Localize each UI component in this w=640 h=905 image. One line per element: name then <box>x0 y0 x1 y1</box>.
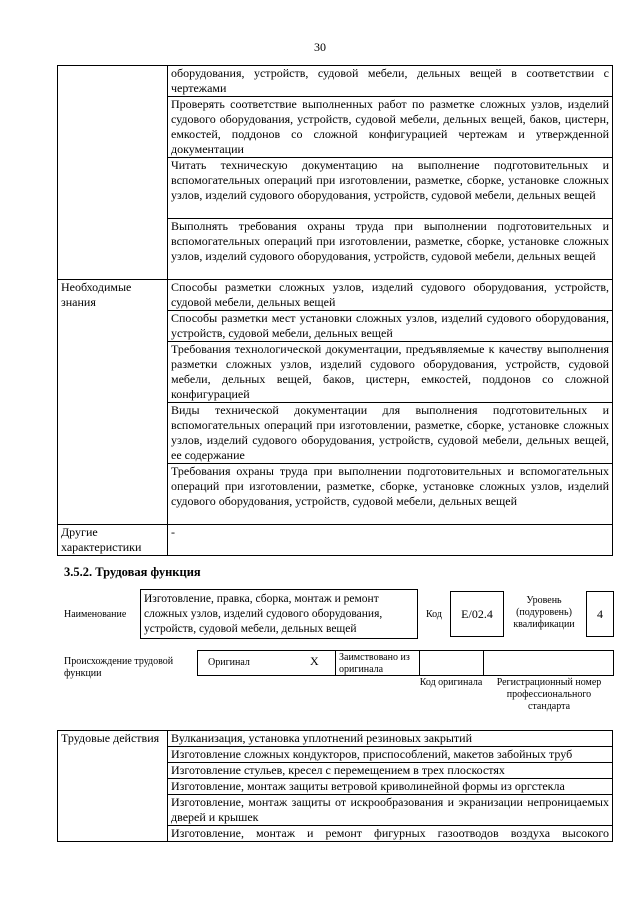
code-original-box <box>419 650 485 676</box>
page-number: 30 <box>314 40 326 54</box>
row-label: Необходимые знания <box>58 280 168 525</box>
table-cell: Читать техническую документацию на выполнение подготовительных и вспомогательных операций при изготовлении, разметке, сборке, установке сложных узлов, изделий судового оборудования, устройств, судовой мебели, дельных вещей <box>168 158 613 219</box>
function-code: E/02.4 <box>461 607 493 621</box>
table-row <box>58 731 613 747</box>
code-label: Код <box>426 609 442 620</box>
original-label: Оригинал <box>208 657 250 668</box>
reg-number-label: Регистрационный номер профессионального стандарта <box>496 677 602 712</box>
table-cell: Требования охраны труда при выполнении подготовительных и вспомогательных операций при изготовлении, разметке, сборке, установке сложных узлов, изделий судового оборудования, устройств, судовой мебели, дельных вещей <box>168 464 613 525</box>
table-cell: оборудования, устройств, судовой мебели, дельных вещей в соответствии с чертежами <box>168 66 613 97</box>
function-name-box <box>140 589 418 639</box>
table-cell: Изготовление, монтаж и ремонт фигурных газоотводов воздуха высокого <box>168 826 613 842</box>
original-box <box>197 650 337 676</box>
table-cell: Вулканизация, установка уплотнений резиновых закрытий <box>168 731 613 747</box>
code-box <box>450 591 504 637</box>
row-label <box>58 66 168 280</box>
code-original-label: Код оригинала <box>419 677 483 688</box>
table-row <box>58 525 613 556</box>
table-cell: Изготовление, монтаж защиты ветровой криволинейной формы из оргстекла <box>168 779 613 795</box>
section-title: 3.5.2. Трудовая функция <box>64 565 201 579</box>
table-cell: Виды технической документации для выполнения подготовительных и вспомогательных операций при изготовлении, разметке, сборке, установке сложных узлов, изделий судового оборудования, устройств, судовой мебели, дельных вещей, ее содержание <box>168 403 613 464</box>
row-label: Трудовые действия <box>58 731 168 842</box>
origin-label: Происхождение трудовой функции <box>64 656 174 679</box>
table-cell: Способы разметки мест установки сложных узлов, изделий судового оборудования, устройств, судовой мебели, дельных вещей <box>168 311 613 342</box>
table-cell: Способы разметки сложных узлов, изделий судового оборудования, устройств, судовой мебели, дельных вещей <box>168 280 613 311</box>
level-label: Уровень (подуровень) квалификации <box>513 595 575 630</box>
reg-number-box <box>483 650 614 676</box>
name-label: Наименование <box>64 609 127 620</box>
borrowed-label: Заимствовано из оригинала <box>339 652 410 675</box>
table-cell: Выполнять требования охраны труда при выполнении подготовительных и вспомогательных операций при изготовлении, разметке, сборке, установке сложных узлов, изделий судового оборудования, устройств, судовой мебели, дельных вещей <box>168 219 613 280</box>
level-box <box>586 591 614 637</box>
borrowed-box <box>335 650 421 676</box>
table-cell: Изготовление сложных кондукторов, приспособлений, макетов забойных труб <box>168 747 613 763</box>
table-cell: Требования технологической документации, предъявляемые к качеству выполнения разметки сложных узлов, изделий судового оборудования, устройств, судовой мебели, дельных вещей, баков, цистерн, емкостей, поддонов со сложной конфигурацией <box>168 342 613 403</box>
table-cell: Изготовление, монтаж защиты от искрообразования и экранизации непроницаемых дверей и крышек <box>168 795 613 826</box>
table-cell: - <box>168 525 613 556</box>
row-label: Другие характеристики <box>58 525 168 556</box>
original-mark: X <box>310 654 319 668</box>
function-name: Изготовление, правка, сборка, монтаж и ремонт сложных узлов, изделий судового оборудования, устройств, судовой мебели, дельных вещей <box>144 593 383 635</box>
table-row <box>58 280 613 311</box>
table-cell: Проверять соответствие выполненных работ по разметке сложных узлов, изделий судового оборудования, устройств, судовой мебели, дельных вещей, баков, цистерн, емкостей, поддонов со сложной конфигурацией чертежам и утвержденной документации <box>168 97 613 158</box>
table-cell: Изготовление стульев, кресел с перемещением в трех плоскостях <box>168 763 613 779</box>
table-row <box>58 66 613 97</box>
requirements-table <box>57 65 613 556</box>
level-value: 4 <box>597 607 603 621</box>
labor-actions-table <box>57 730 613 842</box>
